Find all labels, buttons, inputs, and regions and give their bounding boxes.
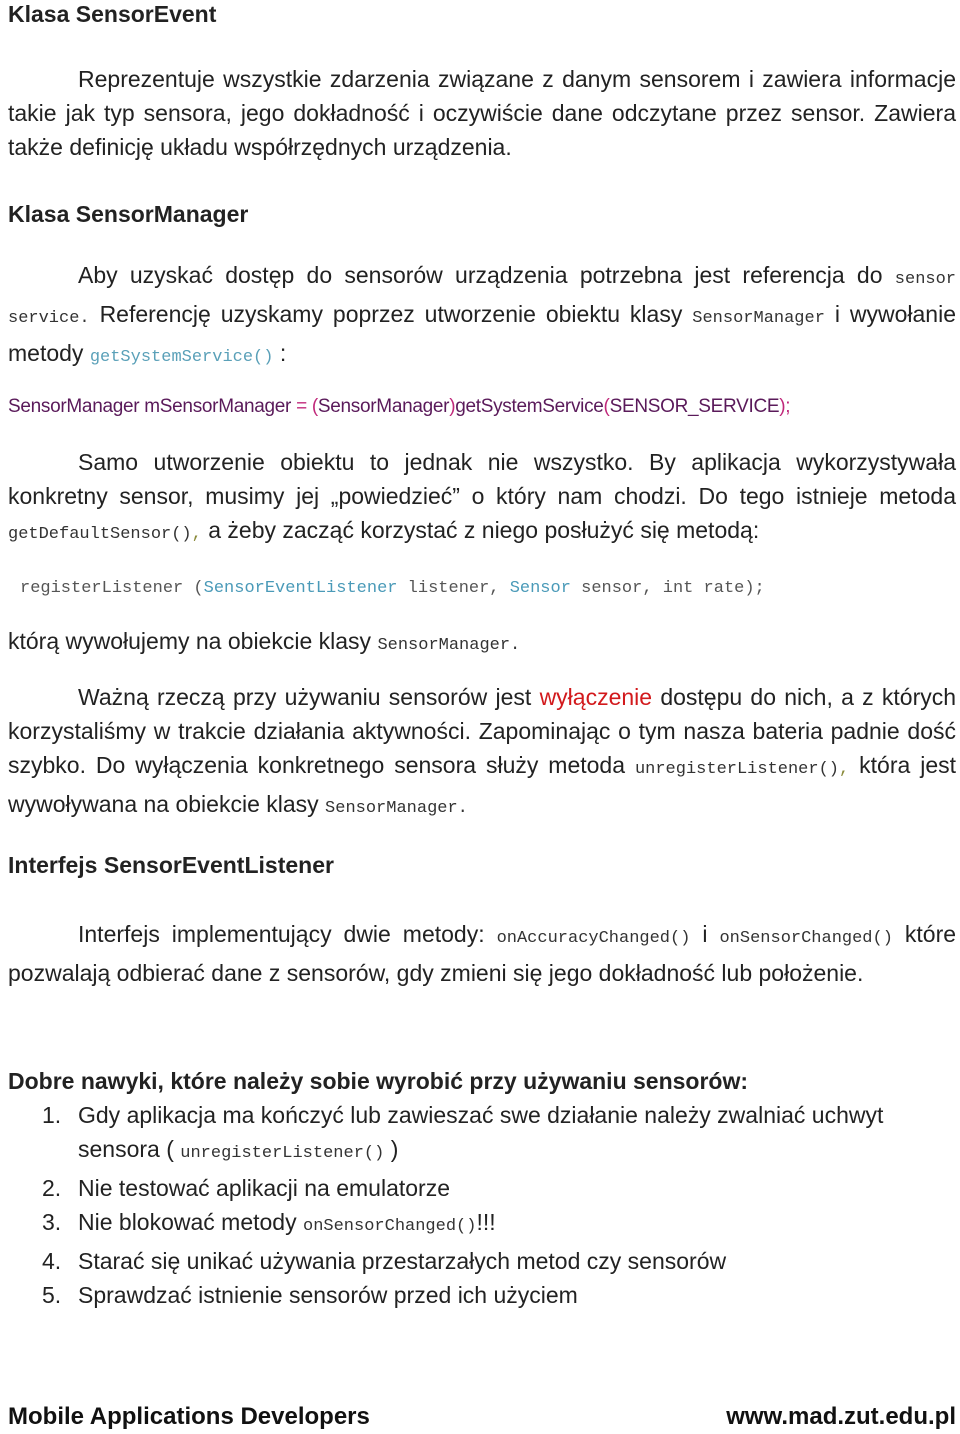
- list-item: 3. Nie blokować metody onSensorChanged()!!!: [42, 1209, 496, 1236]
- highlight-wylaczenie: wyłączenie: [539, 684, 653, 710]
- code-snippet-sensormanager: SensorManager mSensorManager = (SensorManager)getSystemService(SENSOR_SERVICE);: [8, 396, 791, 417]
- list-item: 5. Sprawdzać istnienie sensorów przed ich użyciem: [42, 1282, 578, 1308]
- heading-sensor-manager: Klasa SensorManager: [8, 201, 249, 227]
- sensor-manager-paragraph-3: którą wywołujemy na obiekcie klasy SensorManager.: [8, 628, 521, 655]
- footer-left: Mobile Applications Developers: [8, 1403, 370, 1430]
- list-item: 4. Starać się unikać używania przestarzałych metod czy sensorów: [42, 1248, 727, 1274]
- sensor-manager-paragraph-4: Ważną rzeczą przy używaniu sensorów jest wyłączenie dostępu do nich, a z których korzystaliśmy w trakcie działania aktywności. Zapominając o tym nasza bateria padnie dość szybko. Do wyłączenia konkretnego sensora służy metoda unregisterListener(), która jest wywoływana na obiekcie klasy SensorManager.: [8, 684, 957, 818]
- heading-listener: Interfejs SensorEventListener: [8, 852, 334, 878]
- code-unregisterlistener: unregisterListener(): [634, 760, 839, 779]
- code-registerlistener: registerListener (SensorEventListener listener, Sensor sensor, int rate);: [20, 579, 765, 598]
- page-footer: [8, 1403, 956, 1431]
- code-getdefaultsensor: getDefaultSensor(): [8, 525, 192, 544]
- listener-paragraph: Interfejs implementujący dwie metody: onAccuracyChanged() i onSensorChanged() które pozwalają odbierać dane z sensorów, gdy zmieni się jego dokładność lub położenie.: [8, 921, 957, 986]
- code-onsensorchanged: onSensorChanged(): [719, 929, 893, 948]
- habits-list: [8, 1098, 956, 1312]
- heading-habits: Dobre nawyki, które należy sobie wyrobić przy używaniu sensorów:: [8, 1068, 749, 1094]
- code-onaccuracychanged: onAccuracyChanged(): [496, 929, 691, 948]
- code-sensormanager: SensorManager: [692, 309, 825, 328]
- code-getsystemservice: getSystemService(): [89, 348, 274, 367]
- heading-sensor-event: Klasa SensorEvent: [8, 1, 217, 27]
- list-item: 2. Nie testować aplikacji na emulatorze: [42, 1175, 451, 1201]
- sensor-manager-paragraph-2: Samo utworzenie obiektu to jednak nie wszystko. By aplikacja wykorzystywała konkretny sensor, musimy jej „powiedzieć” o który nam chodzi. Do tego istnieje metoda getDefaultSensor(), a żeby zacząć korzystać z niego posłużyć się metodą:: [8, 449, 956, 544]
- code-sensor-service: sensor service.: [8, 270, 957, 328]
- sensor-event-paragraph: Reprezentuje wszystkie zdarzenia związane z danym sensorem i zawiera informacje takie jak typ sensora, jego dokładność i oczywiście dane odczytane przez sensor. Zawiera także definicję układu współrzędnych urządzenia.: [8, 66, 956, 160]
- list-item: 1. Gdy aplikacja ma kończyć lub zawieszać swe działanie należy zwalniać uchwyt sensora ( unregisterListener() ): [42, 1102, 884, 1163]
- sensor-manager-paragraph-1: Aby uzyskać dostęp do sensorów urządzenia potrzebna jest referencja do sensor service. Referencję uzyskamy poprzez utworzenie obiektu klasy SensorManager i wywołanie metody getSystemService() :: [8, 262, 957, 367]
- footer-right: www.mad.zut.edu.pl: [726, 1403, 956, 1430]
